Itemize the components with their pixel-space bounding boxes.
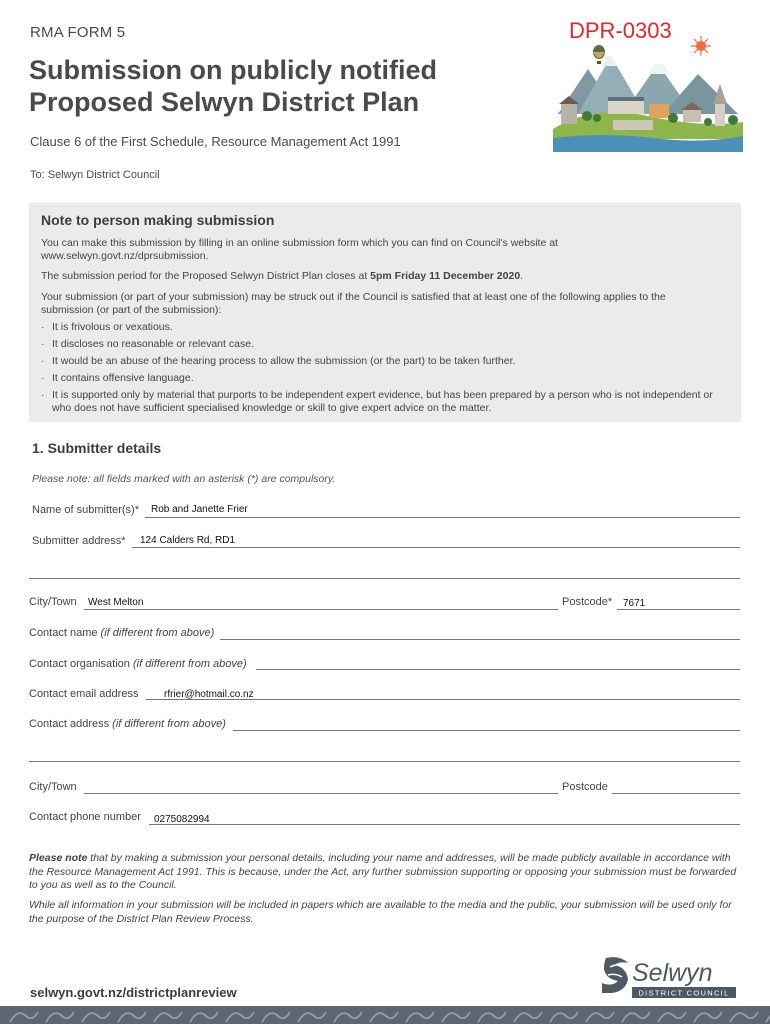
note-paragraph-deadline: The submission period for the Proposed Selwyn District Plan closes at 5pm Friday 11 December 2020. [41,270,524,282]
page-title [29,54,509,118]
form-label: RMA FORM 5 [30,24,126,41]
note-bullet: · It is frivolous or vexatious. [41,321,173,333]
note-bullet: · It would be an abuse of the hearing process to allow the submission (or the part) to be taken further. [41,355,516,367]
decorative-pattern-band [0,1006,770,1024]
contact-organisation-label: Contact organisation (if different from above) [29,658,247,670]
recipient-line: To: Selwyn District Council [30,169,160,181]
postcode-label: Postcode* [562,596,613,608]
mountains-icon [558,56,738,114]
submitter-address-field[interactable] [132,547,740,548]
contact-phone-value: 0275082994 [154,814,210,825]
contact-postcode-field[interactable] [612,793,740,794]
document-reference: DPR-0303 [569,18,672,43]
title-line-2: Proposed Selwyn District Plan [29,87,420,117]
note-bullet: · It is supported only by material that purports to be independent expert evidence, but has been prepared by a person who is not independent or who does not have sufficient specialised knowledge or skill to give expert advice on the matter. [41,389,713,414]
submitter-address-line-2[interactable] [29,578,740,579]
selwyn-district-council-logo [598,953,738,999]
submitter-name-label: Name of submitter(s)* [32,504,139,516]
contact-address-line-2[interactable] [29,761,740,762]
city-field[interactable] [84,609,558,610]
privacy-notice: Please note that by making a submission your personal details, including your name and addresses, will be made publicly available in accordance with the Resource Management Act 1991. This is because, under the Act, any further submission supporting or opposing your submission must be forwarded to you as well as to the Council. [29,852,737,891]
note-bullet: · It discloses no reasonable or relevant case. [41,338,254,350]
logo-wordmark: Selwyn [632,959,713,987]
footer-website-link[interactable]: selwyn.govt.nz/districtplanreview [30,985,237,1000]
submitter-address-value: 124 Calders Rd, RD1 [140,535,236,546]
contact-email-value: rfrier@hotmail.co.nz [164,689,254,700]
contact-name-field[interactable] [220,639,740,640]
submitter-address-label: Submitter address* [32,535,126,547]
contact-email-label: Contact email address [29,688,139,700]
contact-address-field[interactable] [233,730,740,731]
postcode-field[interactable] [617,609,740,610]
note-paragraph-online: You can make this submission by filling in an online submission form which you can find on Council's website at www.selwyn.govt.nz/dprsubmission. [41,237,558,262]
note-to-submitter-box [29,203,741,422]
information-use-notice: While all information in your submission will be included in papers which are available to the media and the public, your submission will be used only for the purpose of the District Plan Review Process. [29,899,732,925]
sun-icon [691,36,711,56]
contact-name-label: Contact name (if different from above) [29,627,215,639]
postcode-value: 7671 [623,598,646,609]
contact-city-field[interactable] [84,793,558,794]
submitter-name-field[interactable] [145,517,740,518]
note-paragraph-strike-out: Your submission (or part of your submission) may be struck out if the Council is satisfied that at least one of the following applies to the submission (or part of the submission): [41,291,666,316]
contact-phone-label: Contact phone number [29,811,141,823]
compulsory-fields-note: Please note: all fields marked with an asterisk (*) are compulsory. [32,473,336,485]
note-bullet: · It contains offensive language. [41,372,194,384]
clause-reference: Clause 6 of the First Schedule, Resource Management Act 1991 [30,134,401,149]
contact-postcode-label: Postcode [562,781,608,793]
submitter-name-value: Rob and Janette Frier [151,504,248,515]
hot-air-balloon-icon [593,45,605,64]
title-line-1: Submission on publicly notified [29,55,438,85]
contact-phone-field[interactable] [149,824,740,825]
contact-address-label: Contact address (if different from above) [29,718,226,730]
city-value: West Melton [88,597,144,608]
deadline-text: 5pm Friday 11 December 2020 [370,270,521,282]
selwyn-landscape-illustration [553,34,743,154]
selwyn-logo-mark-icon [602,957,628,993]
section-heading-submitter-details: 1. Submitter details [32,440,162,456]
contact-organisation-field[interactable] [256,669,740,670]
city-label: City/Town [29,596,77,608]
contact-city-label: City/Town [29,781,77,793]
note-title: Note to person making submission [41,212,275,228]
logo-subtitle: DISTRICT COUNCIL [638,988,730,998]
